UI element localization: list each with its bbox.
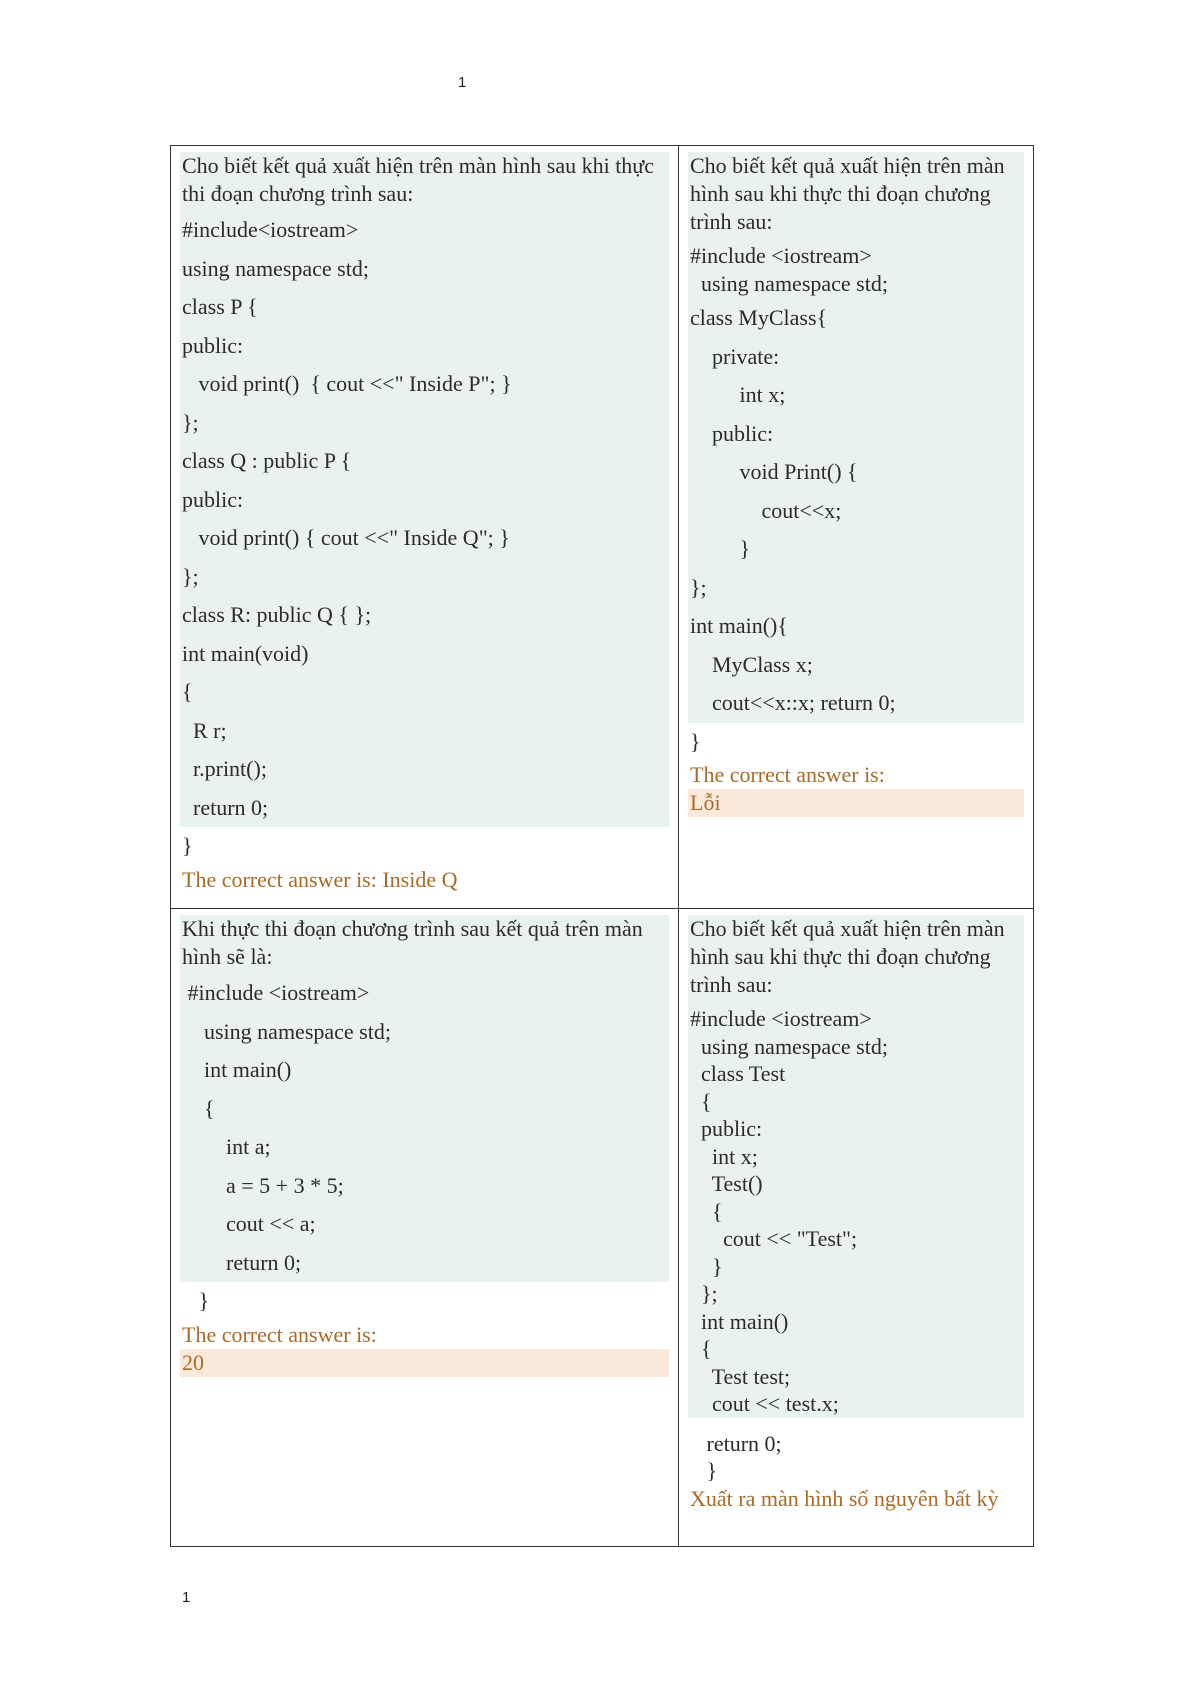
code-line: #include <iostream> (182, 980, 370, 1005)
footer-page-number: 1 (182, 1589, 191, 1606)
code-line: class Q : public P { (182, 448, 352, 473)
code-line: { (182, 679, 193, 704)
code-line: int main(){ (690, 613, 788, 638)
q4-highlight-block (688, 915, 1024, 1418)
code-line: int main(void) (182, 640, 309, 666)
code-line: return 0; (182, 1249, 302, 1275)
code-line: cout<<x; (690, 497, 842, 523)
code-line: cout << "Test"; (690, 1226, 858, 1251)
q1-highlight-block (180, 152, 669, 827)
code-line: int a; (182, 1134, 271, 1159)
code-line: void Print() { (690, 459, 858, 484)
code-line: public: (690, 1116, 763, 1141)
code-line: private: (690, 343, 780, 369)
question-cell-4 (679, 909, 1034, 1547)
question-cell-1 (171, 146, 679, 909)
q4-answer-text: Xuất ra màn hình số nguyên bất kỳ (690, 1485, 999, 1511)
code-line: int x; (690, 382, 786, 407)
code-line: } (182, 833, 193, 858)
code-line: { (690, 1336, 712, 1361)
code-line: R r; (182, 717, 227, 743)
code-line: } (690, 1253, 723, 1279)
code-line: } (690, 728, 701, 754)
code-line: void print() { cout <<" Inside Q"; } (182, 525, 510, 550)
code-line: using namespace std; (690, 1033, 888, 1059)
code-line: { (182, 1095, 215, 1121)
q2-answer-label: The correct answer is: (690, 762, 885, 787)
q4-code-block (688, 999, 1024, 1418)
q2-question-text: Cho biết kết quả xuất hiện trên màn hình sau khi thực thi đoạn chương trình sau: (690, 153, 1005, 234)
code-line: { (690, 1088, 712, 1114)
question-cell-2 (679, 146, 1034, 909)
code-line: MyClass x; (690, 651, 813, 677)
code-line: public: (182, 332, 244, 358)
q3-highlight-block (180, 915, 669, 1282)
code-line: using namespace std; (182, 255, 369, 281)
question-cell-3 (171, 909, 679, 1547)
code-line: cout << test.x; (690, 1391, 839, 1416)
code-line: } (182, 1288, 210, 1313)
question-table (170, 145, 1034, 1547)
header-page-number: 1 (458, 74, 467, 91)
code-line: using namespace std; (182, 1018, 391, 1044)
code-line: } (690, 1458, 718, 1483)
q3-code-block (180, 971, 669, 1282)
q3-answer-label: The correct answer is: (182, 1321, 377, 1347)
code-line: }; (182, 409, 199, 435)
code-line: public: (182, 486, 244, 512)
code-line: #include<iostream> (182, 217, 359, 242)
q2-code-block (688, 236, 1024, 297)
code-line: cout << a; (182, 1211, 316, 1236)
q1-question-text: Cho biết kết quả xuất hiện trên màn hình sau khi thực thi đoạn chương trình sau: (182, 153, 654, 206)
code-line: int main() (182, 1057, 292, 1082)
code-line: return 0; (182, 794, 269, 820)
code-line: Test() (690, 1171, 763, 1196)
code-line: int x; (690, 1143, 758, 1169)
code-line: class R: public Q { }; (182, 602, 372, 627)
code-line: class P { (182, 294, 258, 319)
code-line: return 0; (690, 1430, 782, 1456)
q3-answer-value: 20 (180, 1349, 669, 1377)
code-line: int main() (690, 1308, 789, 1334)
code-line: Test test; (690, 1363, 791, 1389)
q2-answer-value: Lỗi (688, 789, 1024, 817)
code-line: using namespace std; (690, 270, 888, 296)
code-line: }; (690, 1281, 718, 1306)
code-line: class Test (690, 1061, 786, 1086)
code-line: cout<<x::x; return 0; (690, 690, 896, 715)
q3-question-text: Khi thực thi đoạn chương trình sau kết quả trên màn hình sẽ là: (182, 916, 643, 969)
code-line: class MyClass{ (690, 305, 828, 330)
code-line: }; (182, 563, 199, 589)
code-line: #include <iostream> (690, 1006, 872, 1031)
code-line: r.print(); (182, 756, 267, 781)
code-line: a = 5 + 3 * 5; (182, 1172, 344, 1198)
code-line: public: (690, 420, 774, 446)
q1-code-block (180, 208, 669, 827)
code-line: }; (690, 574, 707, 600)
q2-highlight-block (688, 152, 1024, 723)
code-line: void print() { cout <<" Inside P"; } (182, 371, 512, 396)
q1-answer-label: The correct answer is: Inside Q (182, 866, 458, 892)
code-line: } (690, 536, 751, 561)
q4-question-text: Cho biết kết quả xuất hiện trên màn hình sau khi thực thi đoạn chương trình sau: (690, 916, 1005, 997)
code-line: { (690, 1198, 723, 1224)
code-line: #include <iostream> (690, 243, 872, 268)
